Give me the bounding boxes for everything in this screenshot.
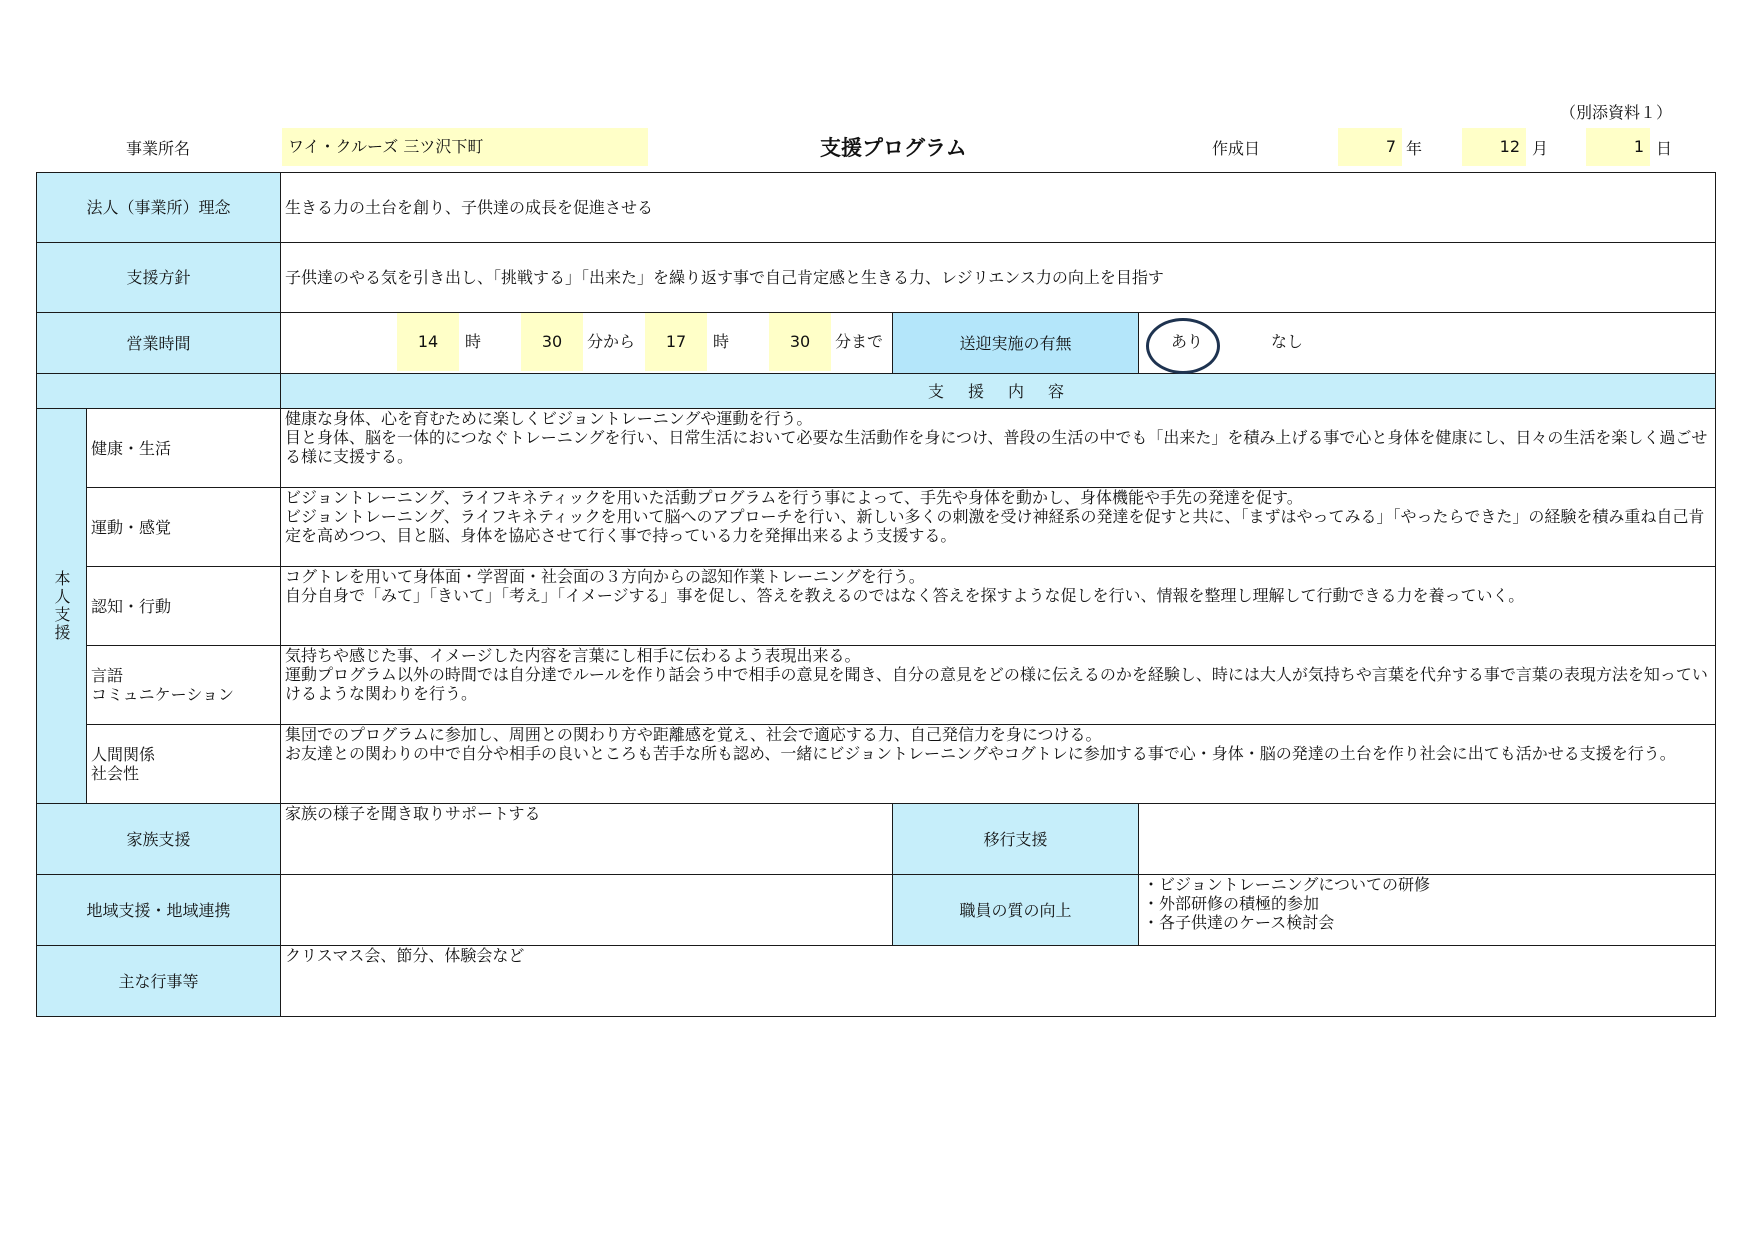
created-day-field[interactable]: 1 bbox=[1586, 128, 1650, 166]
created-year-field[interactable]: 7 bbox=[1338, 128, 1402, 166]
support-content-header-blank bbox=[37, 374, 281, 409]
staff-quality-item: ・外部研修の積極的参加 bbox=[1143, 894, 1320, 913]
facility-name-field[interactable]: ワイ・クルーズ 三ツ沢下町 bbox=[282, 128, 648, 166]
events-label: 主な行事等 bbox=[37, 946, 281, 1017]
hour-unit-1: 時 bbox=[465, 332, 482, 351]
policy-text: 子供達のやる気を引き出し、「挑戦する」「出来た」を繰り返す事で自己肯定感と生きる力、レジリエンス力の向上を目指す bbox=[281, 243, 1716, 313]
events-row bbox=[37, 946, 1716, 1017]
year-unit: 年 bbox=[1406, 139, 1423, 158]
motor-sensory-text: ビジョントレーニング、ライフキネティックを用いた活動プログラムを行う事によって、手先や身体を動かし、身体機能や手先の発達を促す。 ビジョントレーニング、ライフキネティックを用いて脳へのアプローチを行い、新しい多くの刺激を受け神経系の発達を促すと共に、「まずはやってみる」「やったらできた」の経験を積み重ね自己肯定を高めつつ、目と脳、身体を協応させて行く事で持っている力を発揮出来るよう支援する。 bbox=[281, 488, 1716, 567]
hours-row bbox=[37, 313, 1716, 374]
day-unit: 日 bbox=[1656, 139, 1673, 158]
individual-support-label: 本人支援 bbox=[37, 409, 87, 804]
social-relations-text: 集団でのプログラムに参加し、周囲との関わり方や距離感を覚え、社会で適応する力、自己発信力を身につける。 お友達との関わりの中で自分や相手の良いところも苦手な所も認め、一緒にビジョントレーニングやコグトレに参加する事で心・身体・脳の発達の土台を作り社会に出ても活かせる支援を行う。 bbox=[281, 725, 1716, 804]
health-life-text: 健康な身体、心を育むために楽しくビジョントレーニングや運動を行う。 目と身体、脳を一体的につなぐトレーニングを行い、日常生活において必要な生活動作を身につけ、普段の生活の中でも「出来た」を積み上げる事で心と身体を健康にし、日々の生活を楽しく過ごせる様に支援する。 bbox=[281, 409, 1716, 488]
motor-sensory-label: 運動・感覚 bbox=[87, 488, 281, 567]
facility-label: 事業所名 bbox=[126, 139, 191, 158]
transport-no-option[interactable]: なし bbox=[1271, 332, 1304, 351]
transport-label: 送迎実施の有無 bbox=[893, 313, 1139, 374]
until-label: 分まで bbox=[835, 332, 884, 351]
hours-label: 営業時間 bbox=[37, 313, 281, 374]
transition-support-label: 移行支援 bbox=[893, 804, 1139, 875]
individual-support-row bbox=[37, 646, 1716, 725]
start-minute-field[interactable]: 30 bbox=[521, 313, 583, 371]
health-life-label: 健康・生活 bbox=[87, 409, 281, 488]
language-communication-label: 言語 コミュニケーション bbox=[87, 646, 281, 725]
transport-options bbox=[1139, 313, 1716, 374]
cognition-behavior-text: コグトレを用いて身体面・学習面・社会面の３方向からの認知作業トレーニングを行う。 自分自身で「みて」「きいて」「考え」「イメージする」事を促し、答えを教えるのではなく答えを探すような促しを行い、情報を整理し理解して行動できる力を養っていく。 bbox=[281, 567, 1716, 646]
month-unit: 月 bbox=[1532, 139, 1549, 158]
created-month-field[interactable]: 12 bbox=[1462, 128, 1526, 166]
individual-support-row bbox=[37, 488, 1716, 567]
family-support-text: 家族の様子を聞き取りサポートする bbox=[281, 804, 893, 875]
attachment-note: （別添資料１） bbox=[1560, 103, 1673, 122]
start-hour-field[interactable]: 14 bbox=[397, 313, 459, 371]
social-relations-label: 人間関係 社会性 bbox=[87, 725, 281, 804]
individual-support-row bbox=[37, 409, 1716, 488]
policy-label: 支援方針 bbox=[37, 243, 281, 313]
philosophy-label: 法人（事業所）理念 bbox=[37, 173, 281, 243]
community-staff-row bbox=[37, 875, 1716, 946]
support-content-header-row bbox=[37, 374, 1716, 409]
transport-yes-option[interactable]: あり bbox=[1171, 332, 1204, 351]
support-program-table bbox=[36, 172, 1716, 1017]
page-title: 支援プログラム bbox=[820, 136, 967, 160]
community-support-label: 地域支援・地域連携 bbox=[37, 875, 281, 946]
support-content-header: 支 援 内 容 bbox=[281, 374, 1716, 409]
end-hour-field[interactable]: 17 bbox=[645, 313, 707, 371]
family-support-label: 家族支援 bbox=[37, 804, 281, 875]
philosophy-row bbox=[37, 173, 1716, 243]
policy-row bbox=[37, 243, 1716, 313]
family-transition-row bbox=[37, 804, 1716, 875]
from-label: 分から bbox=[587, 332, 636, 351]
community-support-text bbox=[281, 875, 893, 946]
cognition-behavior-label: 認知・行動 bbox=[87, 567, 281, 646]
hours-cell bbox=[281, 313, 893, 374]
staff-quality-item: ・各子供達のケース検討会 bbox=[1143, 913, 1335, 932]
hour-unit-2: 時 bbox=[713, 332, 730, 351]
staff-quality-label: 職員の質の向上 bbox=[893, 875, 1139, 946]
end-minute-field[interactable]: 30 bbox=[769, 313, 831, 371]
philosophy-text: 生きる力の土台を創り、子供達の成長を促進させる bbox=[281, 173, 1716, 243]
staff-quality-list bbox=[1139, 875, 1716, 946]
created-date-label: 作成日 bbox=[1212, 139, 1261, 158]
individual-support-row bbox=[37, 567, 1716, 646]
staff-quality-item: ・ビジョントレーニングについての研修 bbox=[1143, 875, 1431, 894]
language-communication-text: 気持ちや感じた事、イメージした内容を言葉にし相手に伝わるよう表現出来る。 運動プログラム以外の時間では自分達でルールを作り話会う中で相手の意見を聞き、自分の意見をどの様に伝えるのかを経験し、時には大人が気持ちや言葉を代弁する事で言葉の表現方法を知っていけるような関わりを行う。 bbox=[281, 646, 1716, 725]
transition-support-text bbox=[1139, 804, 1716, 875]
events-text: クリスマス会、節分、体験会など bbox=[281, 946, 1716, 1017]
individual-support-row bbox=[37, 725, 1716, 804]
